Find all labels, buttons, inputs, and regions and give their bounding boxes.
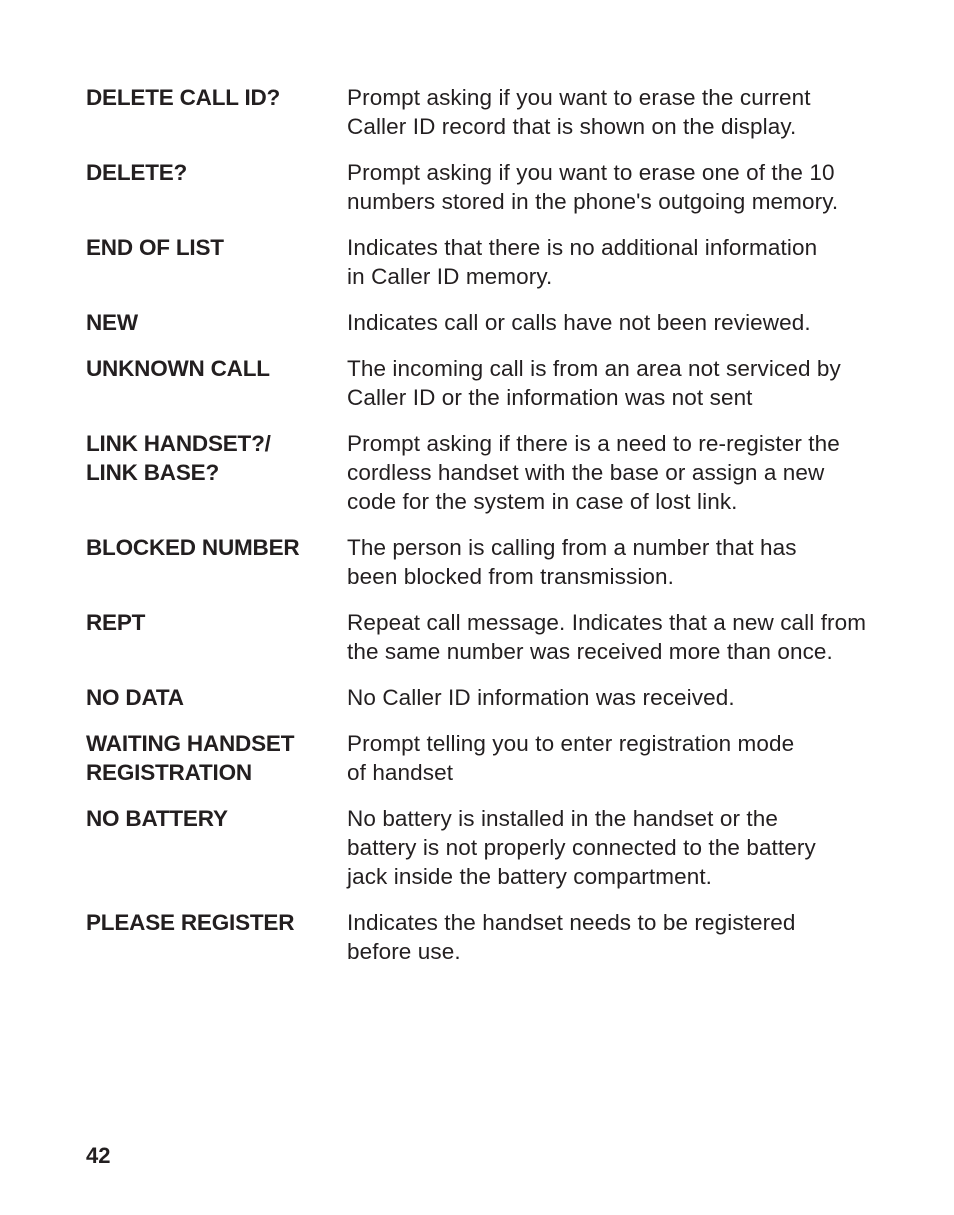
message-description: Prompt asking if there is a need to re-register the cordless handset with the base or assign a new code for the system in case of lost link. xyxy=(347,431,840,514)
message-term: WAITING HANDSET REGISTRATION xyxy=(86,731,295,785)
message-description: No battery is installed in the handset or the battery is not properly connected to the battery jack inside the battery compartment. xyxy=(347,806,816,889)
message-entry-unknown-call xyxy=(86,354,886,412)
message-description: Indicates that there is no additional information in Caller ID memory. xyxy=(347,235,818,289)
message-entry-link-handset xyxy=(86,429,886,516)
message-entry-no-battery xyxy=(86,804,886,891)
message-description: Prompt asking if you want to erase the current Caller ID record that is shown on the display. xyxy=(347,85,811,139)
message-entry-waiting-handset-registration xyxy=(86,729,886,787)
message-entry-delete xyxy=(86,158,886,216)
message-description: Prompt asking if you want to erase one of the 10 numbers stored in the phone's outgoing memory. xyxy=(347,160,839,214)
message-entry-rept xyxy=(86,608,886,666)
message-description: Prompt telling you to enter registration mode of handset xyxy=(347,731,795,785)
message-entry-new xyxy=(86,308,886,337)
message-description: The incoming call is from an area not serviced by Caller ID or the information was not sent xyxy=(347,356,841,410)
message-term: DELETE CALL ID? xyxy=(86,85,281,110)
message-entry-end-of-list xyxy=(86,233,886,291)
message-term: NEW xyxy=(86,310,138,335)
message-entry-no-data xyxy=(86,683,886,712)
message-term: NO BATTERY xyxy=(86,806,228,831)
message-description: Indicates call or calls have not been reviewed. xyxy=(347,310,811,335)
message-description: Repeat call message. Indicates that a new call from the same number was received more than once. xyxy=(347,610,867,664)
message-description: Indicates the handset needs to be registered before use. xyxy=(347,910,796,964)
display-messages-list xyxy=(86,83,886,983)
message-description: The person is calling from a number that has been blocked from transmission. xyxy=(347,535,797,589)
message-term: PLEASE REGISTER xyxy=(86,910,295,935)
message-entry-blocked-number xyxy=(86,533,886,591)
message-entry-delete-call-id xyxy=(86,83,886,141)
message-term: END OF LIST xyxy=(86,235,224,260)
message-term: LINK HANDSET?/ LINK BASE? xyxy=(86,431,271,485)
message-term: BLOCKED NUMBER xyxy=(86,535,300,560)
message-entry-please-register xyxy=(86,908,886,966)
message-description: No Caller ID information was received. xyxy=(347,685,735,710)
message-term: REPT xyxy=(86,610,146,635)
message-term: NO DATA xyxy=(86,685,184,710)
page-number: 42 xyxy=(86,1143,111,1168)
message-term: UNKNOWN CALL xyxy=(86,356,270,381)
message-term: DELETE? xyxy=(86,160,188,185)
